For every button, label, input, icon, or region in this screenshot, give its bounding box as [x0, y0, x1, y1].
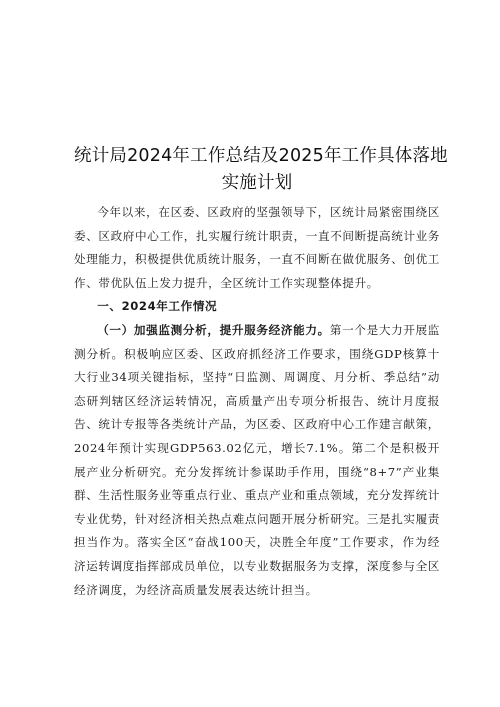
- subsection-body-1: 第一个是大力开展监测分析。积极响应区委、区政府抓经济工作要求，围绕GDP核算十大行业34项关键指标，坚持“日监测、周调度、月分析、季总结”动态研判辖区经济运转情况，高质量产出专项分析报告、统计月度报告、统计专报等各类统计产品，为区委、区政府中心工作建言献策，2024年预计实现GDP563.02亿元，增长7.1%。第二个是积极开展产业分析研究。充分发挥统计参谋助手作用，围绕“8+7”产业集群、生活性服务业等重点行业、重点产业和重点领域，充分发挥统计专业优势，针对经济相关热点难点问题开展分析研究。三是扎实履责担当作为。落实全区“奋战100天，决胜全年度”工作要求，作为经济运转调度指挥部成员单位，以专业数据服务为支撑，深度参与全区经济调度，为经济高质量发展表达统计担当。: [74, 322, 440, 597]
- subsection-lead-1: （一）加强监测分析，提升服务经济能力。: [97, 322, 330, 337]
- title-line-1: 统计局2024年工作总结及2025年工作具体落地: [74, 146, 448, 166]
- subsection-paragraph-1: [74, 319, 440, 602]
- document-title: [74, 143, 448, 197]
- title-line-2: 实施计划: [221, 173, 293, 193]
- section-heading-1: 一、2024年工作情况: [97, 299, 218, 314]
- intro-paragraph: 今年以来，在区委、区政府的坚强领导下，区统计局紧密围绕区委、区政府中心工作，扎实履行统计职责，一直不间断提高统计业务处理能力，积极提供优质统计服务，一直不间断在做优服务、创优工作、带优队伍上发力提升，全区统计工作实现整体提升。: [74, 205, 440, 290]
- document-body: [74, 201, 440, 602]
